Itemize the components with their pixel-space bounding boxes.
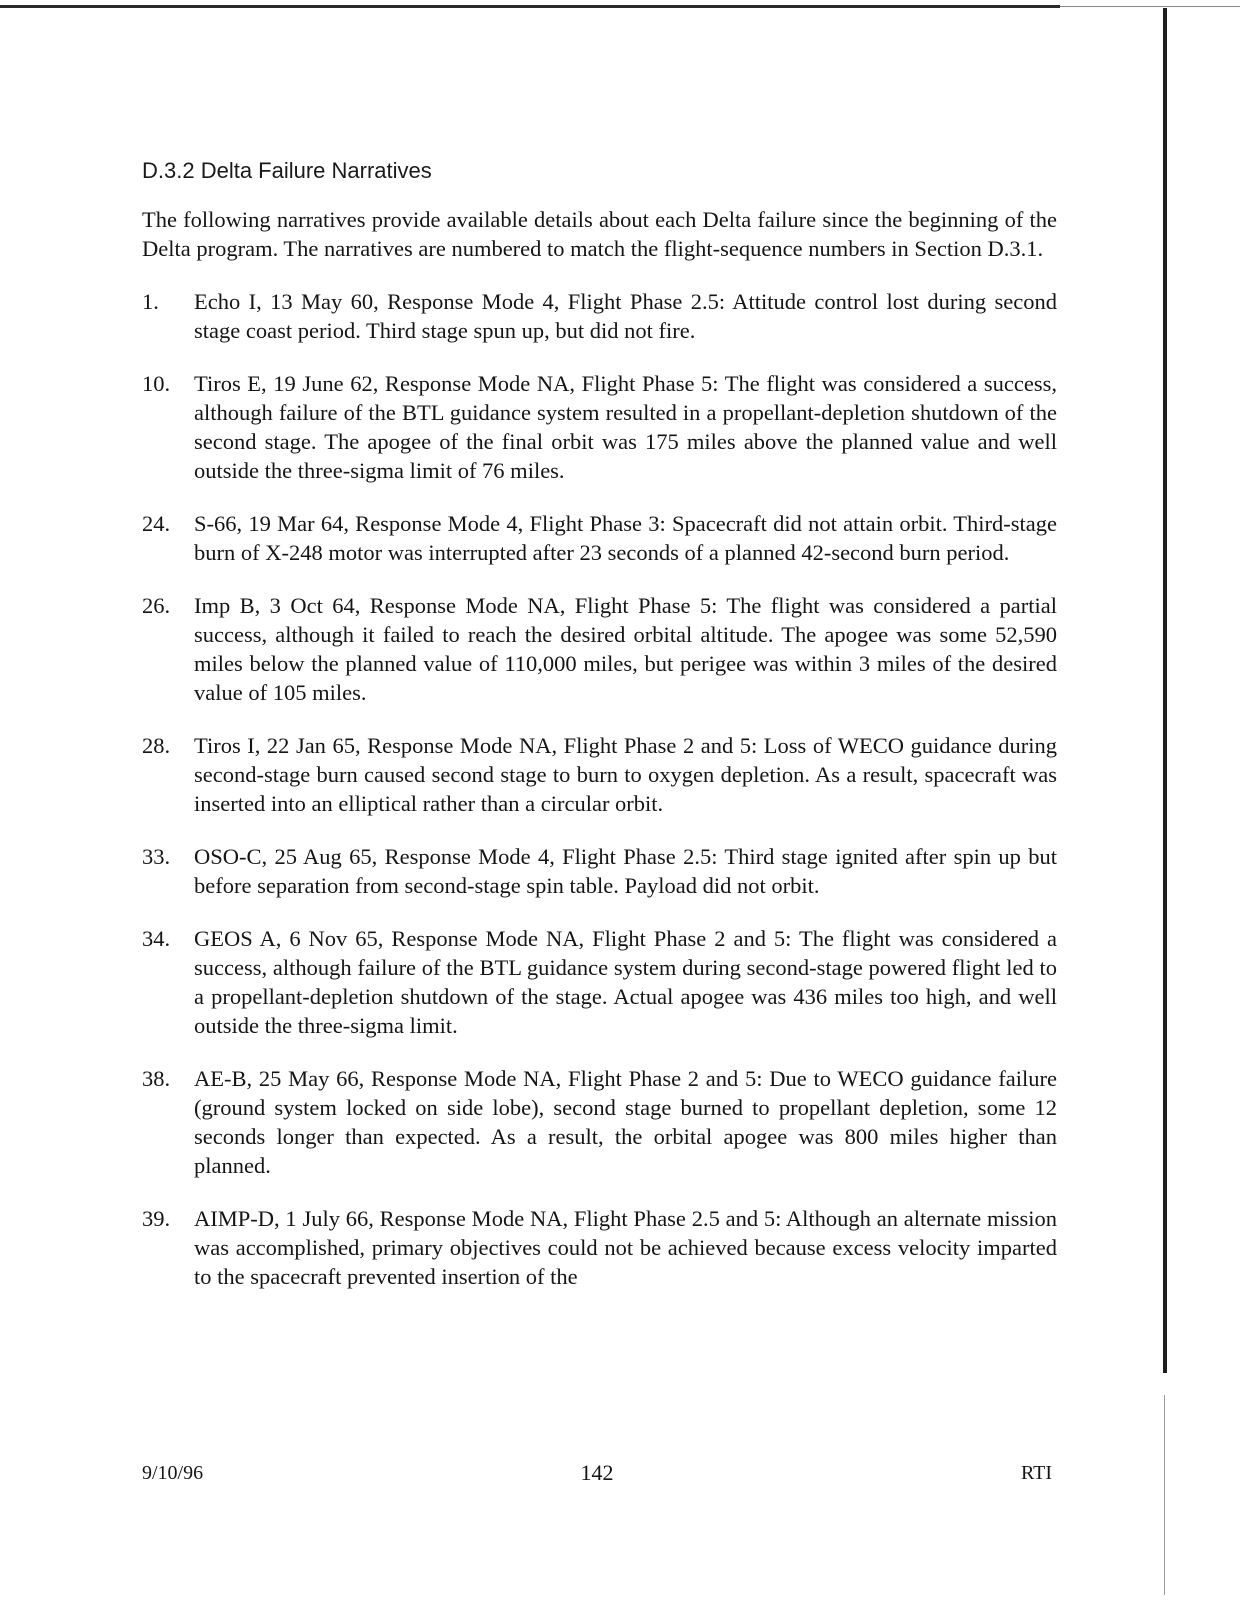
item-number: 28. [142,733,171,758]
footer-date: 9/10/96 [142,1462,204,1484]
intro-paragraph: The following narratives provide available details about each Delta failure since the beginning of the Delta program. The narratives are numbered to match the flight-sequence numbers in Section D.3.1. [142,207,1057,261]
item-text: AE-B, 25 May 66, Response Mode NA, Flight Phase 2 and 5: Due to WECO guidance failure (ground system locked on side lobe), second stage burned to propellant depletion, some 12 seconds longer than expected. As a result, the orbital apogee was 800 miles higher than planned. [194,1066,1057,1178]
item-number: 24. [142,511,171,536]
page-number: 142 [580,1460,614,1485]
item-text: AIMP-D, 1 July 66, Response Mode NA, Flight Phase 2.5 and 5: Although an alternate mission was accomplished, primary objectives could not be achieved because excess velocity imparted to the spacecraft prevented insertion of the [194,1206,1057,1289]
item-number: 39. [142,1206,171,1231]
top-border-rule [0,5,1060,8]
list-item [142,1064,1057,1180]
change-bar-faint [1164,1395,1165,1595]
item-number: 38. [142,1066,171,1091]
item-text: S-66, 19 Mar 64, Response Mode 4, Flight Phase 3: Spacecraft did not attain orbit. Third-stage burn of X-248 motor was interrupted after 23 seconds of a planned 42-second burn period. [194,511,1057,565]
page-content [142,157,1057,1315]
item-number: 34. [142,926,171,951]
section-title: D.3.2 Delta Failure Narratives [142,158,432,183]
item-number: 10. [142,371,171,396]
list-item [142,842,1057,900]
item-text: GEOS A, 6 Nov 65, Response Mode NA, Flight Phase 2 and 5: The flight was considered a success, although failure of the BTL guidance system during second-stage powered flight led to a propellant-depletion shutdown of the stage. Actual apogee was 436 miles too high, and well outside the three-sigma limit. [194,926,1057,1038]
change-bar [1163,8,1167,1373]
item-number: 33. [142,844,171,869]
item-number: 26. [142,593,171,618]
item-text: OSO-C, 25 Aug 65, Response Mode 4, Flight Phase 2.5: Third stage ignited after spin up but before separation from second-stage spin table. Payload did not orbit. [194,844,1057,898]
page-footer [142,1458,1052,1488]
list-item [142,591,1057,707]
list-item [142,287,1057,345]
top-border-rule-faint [1060,6,1240,7]
item-text: Imp B, 3 Oct 64, Response Mode NA, Flight Phase 5: The flight was considered a partial success, although it failed to reach the desired orbital altitude. The apogee was some 52,590 miles below the planned value of 110,000 miles, but perigee was within 3 miles of the desired value of 105 miles. [194,593,1057,705]
list-item [142,731,1057,818]
list-item [142,369,1057,485]
list-item [142,509,1057,567]
item-text: Echo I, 13 May 60, Response Mode 4, Flight Phase 2.5: Attitude control lost during second stage coast period. Third stage spun up, but did not fire. [194,289,1057,343]
item-text: Tiros I, 22 Jan 65, Response Mode NA, Flight Phase 2 and 5: Loss of WECO guidance during second-stage burn caused second stage to burn to oxygen depletion. As a result, spacecraft was inserted into an elliptical rather than a circular orbit. [194,733,1057,816]
item-text: Tiros E, 19 June 62, Response Mode NA, Flight Phase 5: The flight was considered a success, although failure of the BTL guidance system resulted in a propellant-depletion shutdown of the second stage. The apogee of the final orbit was 175 miles above the planned value and well outside the three-sigma limit of 76 miles. [194,371,1057,483]
list-item [142,1204,1057,1291]
list-item [142,924,1057,1040]
footer-organization: RTI [1020,1462,1052,1484]
item-number: 1. [142,289,159,314]
